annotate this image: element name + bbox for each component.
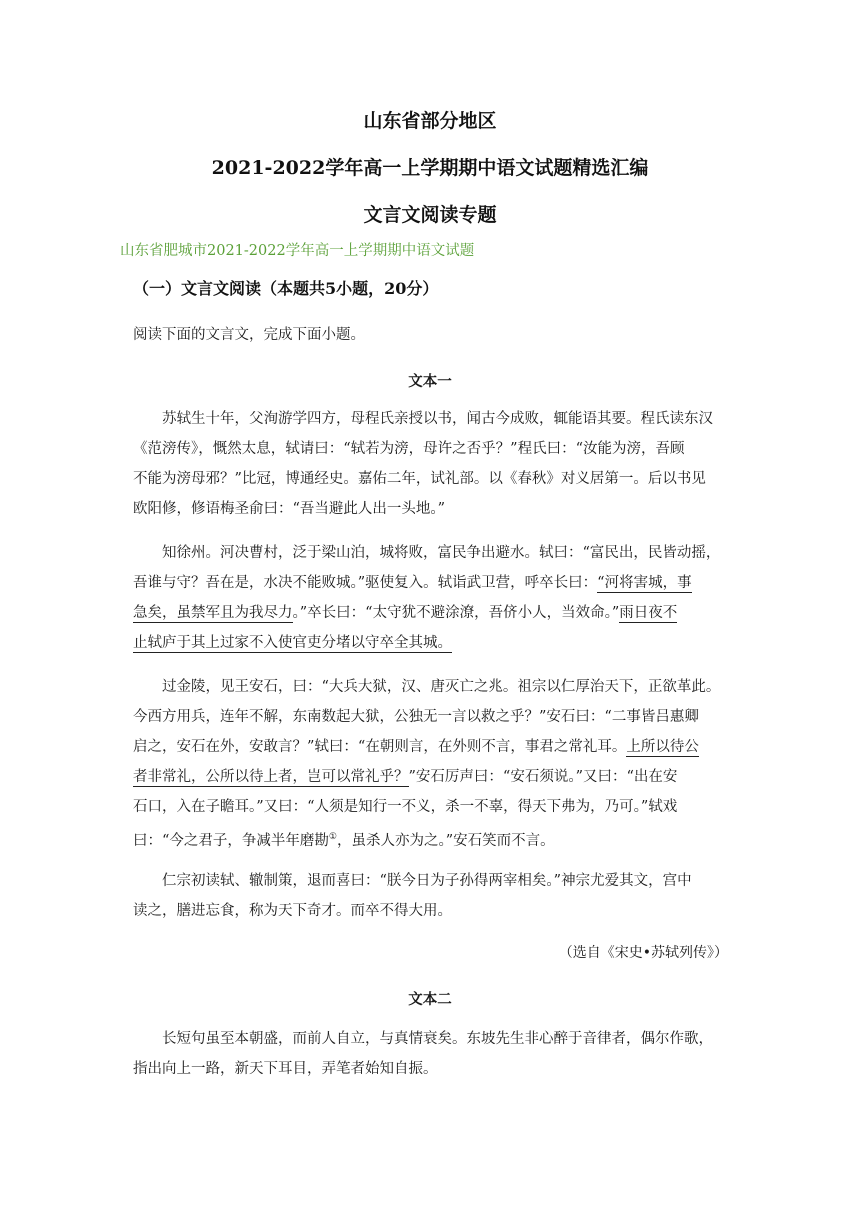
text-line [133, 598, 729, 628]
underlined-sentence-1: “河将害城，事 [597, 575, 692, 591]
text-line [133, 568, 729, 598]
footnote-marker: ① [328, 832, 337, 842]
text-line: 今西方用兵，连年不解，东南数起大狱，公独无一言以救之乎？”安石曰：“二事皆吕惠卿 [133, 709, 699, 725]
text-line: 仁宗初读轼、辙制策，退而喜曰：“朕今日为子孙得两宰相矣。”神宗尤爱其文，宫中 [162, 873, 692, 889]
text2-heading: 文本二 [408, 991, 452, 1008]
text-segment: 吾谁与守？吾在是，水决不能败城。”驱使复入。轼诣武卫营，呼卒长曰： [133, 575, 598, 591]
text-line [133, 732, 729, 762]
title-region: 山东省部分地区 [363, 110, 497, 132]
underlined-sentence-2: 雨日夜不 [619, 605, 678, 621]
source-link[interactable]: 山东省肥城市2021-2022学年高一上学期期中语文试题 [120, 243, 475, 259]
text-segment: 曰：“今之君子，争减半年磨勘 [133, 832, 329, 849]
text-line [133, 822, 729, 852]
text1-paragraph-1 [133, 404, 729, 524]
underlined-sentence-3: 上所以待公 [626, 739, 699, 755]
text-segment: 。”卒长曰：“太守犹不避涂潦，吾侪小人，当效命。” [292, 605, 620, 621]
underlined-sentence-2-cont: 止轼庐于其上过家不入使官吏分堵以守卒全其城。 [133, 635, 452, 651]
underlined-sentence-1-cont: 急矣，虽禁军且为我尽力 [133, 605, 293, 621]
text-line [133, 628, 729, 658]
text1-heading: 文本一 [408, 373, 452, 390]
text1-paragraph-2 [133, 538, 729, 658]
text-line: 长短句虽至本朝盛，而前人自立，与真情衰矣。东坡先生非心醉于音律者，偶尔作歌， [162, 1031, 713, 1047]
text-line: 石口，入在子瞻耳。”又曰：“人须是知行一不义，杀一不辜，得天下弗为，乃可。”轼戏 [133, 799, 678, 815]
underlined-sentence-3-cont: 者非常礼，公所以待上者，岂可以常礼乎？ [133, 769, 409, 785]
text2-paragraph-1 [133, 1024, 729, 1084]
text-line: 苏轼生十年，父洵游学四方，母程氏亲授以书，闻古今成败，辄能语其要。程氏读东汉 [162, 411, 713, 427]
text-line: 欧阳修，修语梅圣俞曰：“吾当避此人出一头地。” [133, 501, 446, 517]
title-topic: 文言文阅读专题 [363, 204, 497, 226]
text1-citation: （选自《宋史•苏轼列传》） [558, 945, 728, 961]
text-segment: ，虽杀人亦为之。”安石笑而不言。 [337, 832, 555, 849]
text-segment: 启之，安石在外，安敢言？”轼曰：“在朝则言，在外则不言，事君之常礼耳。 [133, 739, 627, 755]
instruction-text: 阅读下面的文言文，完成下面小题。 [133, 327, 365, 343]
text-segment: ”安石厉声曰：“安石须说。”又曰：“出在安 [408, 769, 678, 785]
text-line: 知徐州。河决曹村，泛于梁山泊，城将败，富民争出避水。轼曰：“富民出，民皆动摇， [162, 545, 721, 561]
title-exam: 2021-2022学年高一上学期期中语文试题精选汇编 [211, 157, 649, 179]
text-line: 指出向上一路，新天下耳目，弄笔者始知自振。 [133, 1061, 438, 1077]
text-line: 《范滂传》，慨然太息，轼请曰：“轼若为滂，母许之否乎？”程氏曰：“汝能为滂，吾顾 [133, 441, 685, 457]
text-line: 读之，膳进忘食，称为天下奇才。而卒不得大用。 [133, 903, 452, 919]
text-line: 过金陵，见王安石，曰：“大兵大狱，汉、唐灭亡之兆。祖宗以仁厚治天下，正欲革此。 [162, 679, 721, 695]
text-line: 不能为滂母邪？”比冠，博通经史。嘉佑二年，试礼部。以《春秋》对义居第一。后以书见 [133, 471, 706, 487]
text1-paragraph-4 [133, 866, 729, 926]
section-heading: （一）文言文阅读（本题共5小题，20分） [133, 279, 439, 298]
text-line [133, 762, 729, 792]
text1-paragraph-3 [133, 672, 729, 852]
